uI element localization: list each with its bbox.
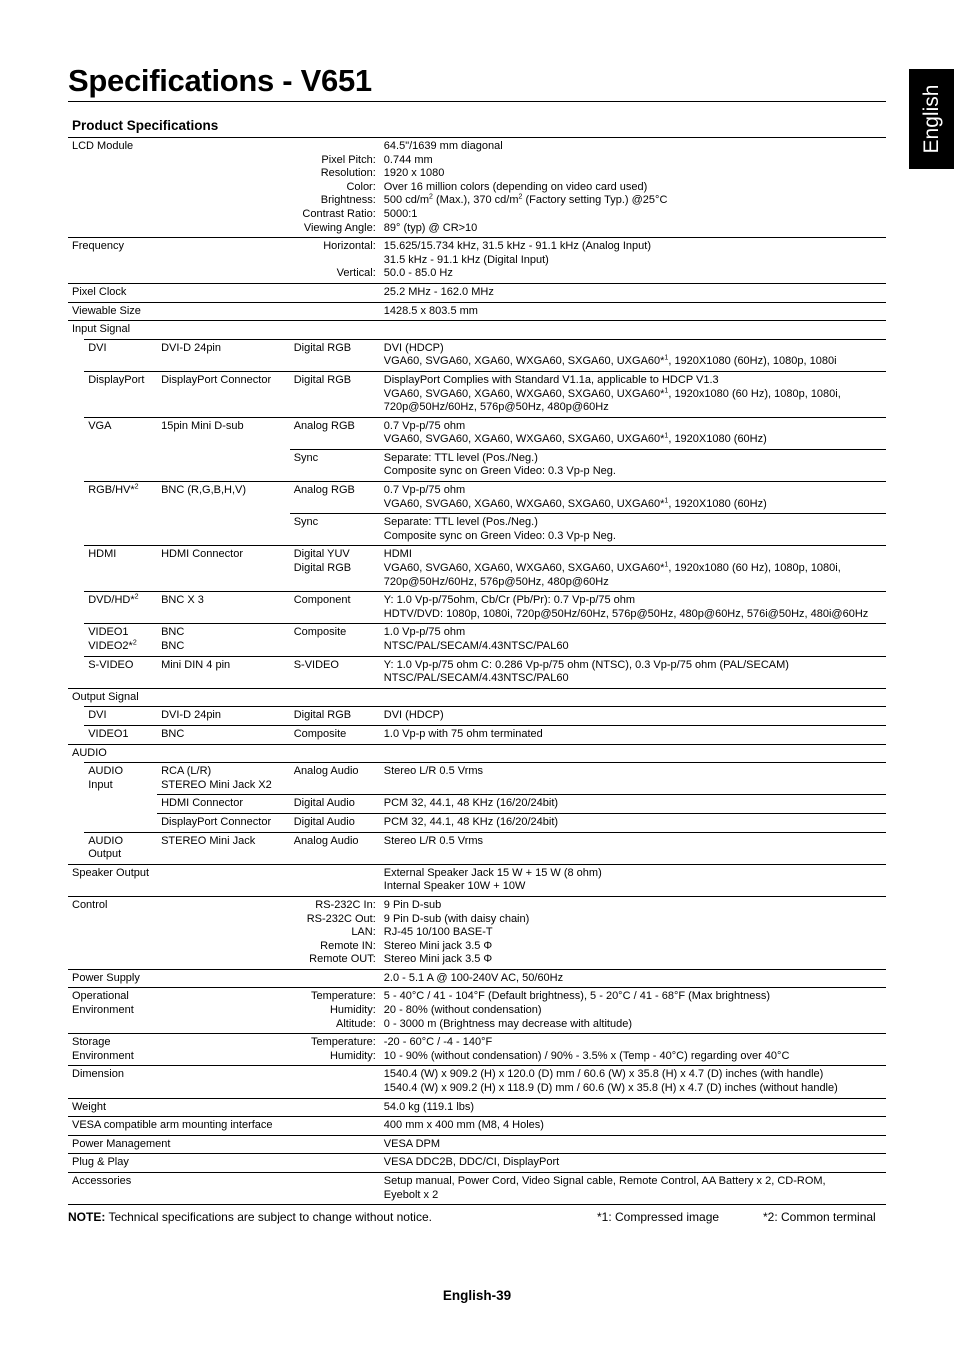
input-signal-row	[68, 514, 886, 546]
input-signal-row	[68, 592, 886, 624]
spec-label: Operational Environment	[68, 988, 157, 1034]
connector-cell	[157, 514, 290, 546]
spec-sub-labels: Temperature: Humidity: Altitude:	[157, 988, 380, 1034]
port-cell	[84, 813, 157, 832]
spec-value: 1428.5 x 803.5 mm	[380, 302, 886, 321]
spec-value: 54.0 kg (119.1 lbs)	[380, 1098, 886, 1117]
spec-value: 5 - 40°C / 41 - 104°F (Default brightness), 5 - 20°C / 41 - 68°F (Max brightness) 20 - 80% (without condensation) 0 - 3000 m (Brightness may decrease with altitude)	[380, 988, 886, 1034]
signal-value-cell: 1.0 Vp-p/75 ohm NTSC/PAL/SECAM/4.43NTSC/PAL60	[380, 624, 886, 656]
signal-type-cell: Analog Audio	[290, 832, 380, 864]
spec-value: 15.625/15.734 kHz, 31.5 kHz - 91.1 kHz (Analog Input) 31.5 kHz - 91.1 kHz (Digital Input) 50.0 - 85.0 Hz	[380, 238, 886, 284]
indent-cell	[68, 707, 84, 726]
output-signal-row	[68, 725, 886, 744]
spec-value: 400 mm x 400 mm (M8, 4 Holes)	[380, 1117, 886, 1136]
input-signal-row	[68, 417, 886, 449]
port-cell: RGB/HV*$^2$	[84, 482, 157, 514]
footnote-compressed: *1: Compressed image	[597, 1210, 720, 1224]
spec-row-power-supply	[68, 969, 886, 988]
indent-cell	[68, 546, 84, 592]
port-cell: VIDEO1 VIDEO2*$^2$	[84, 624, 157, 656]
spec-group-label: Output Signal	[68, 688, 380, 707]
port-cell	[84, 795, 157, 814]
signal-value-cell: PCM 32, 44.1, 48 KHz (16/20/24bit)	[380, 795, 886, 814]
port-cell: DVI	[84, 707, 157, 726]
indent-cell	[68, 339, 84, 371]
signal-value-cell: Stereo L/R 0.5 Vrms	[380, 763, 886, 795]
spec-label: Power Supply	[68, 969, 380, 988]
indent-cell	[68, 725, 84, 744]
connector-cell: HDMI Connector	[157, 795, 290, 814]
spec-value: Setup manual, Power Cord, Video Signal cable, Remote Control, AA Battery x 2, CD-ROM, Eyebolt x 2	[380, 1173, 886, 1205]
spec-group-label: Input Signal	[68, 321, 380, 340]
port-cell: VIDEO1	[84, 725, 157, 744]
spec-label: Storage Environment	[68, 1034, 157, 1066]
indent-cell	[68, 624, 84, 656]
spec-value: VESA DDC2B, DDC/CI, DisplayPort	[380, 1154, 886, 1173]
connector-cell: STEREO Mini Jack	[157, 832, 290, 864]
signal-value-cell: HDMI VGA60, SVGA60, XGA60, WXGA60, SXGA60, UXGA60*$^1$, 1920x1080 (60 Hz), 1080p, 1080i, 720p@50Hz/60Hz, 576p@50Hz, 480p@60Hz	[380, 546, 886, 592]
signal-value-cell: DVI (HDCP) VGA60, SVGA60, XGA60, WXGA60, SXGA60, UXGA60*$^1$, 1920X1080 (60Hz), 1080p, 1080i	[380, 339, 886, 371]
connector-cell: RCA (L/R) STEREO Mini Jack X2	[157, 763, 290, 795]
signal-type-cell: Composite	[290, 725, 380, 744]
signal-type-cell: Digital YUV Digital RGB	[290, 546, 380, 592]
audio-row	[68, 832, 886, 864]
signal-value-cell: Y: 1.0 Vp-p/75ohm, Cb/Cr (Pb/Pr): 0.7 Vp-p/75 ohm HDTV/DVD: 1080p, 1080i, 720p@50Hz/60Hz, 576p@50Hz, 480p@60Hz, 576i@50Hz, 480i@60Hz	[380, 592, 886, 624]
connector-cell: BNC	[157, 725, 290, 744]
signal-value-cell: Separate: TTL level (Pos./Neg.) Composite sync on Green Video: 0.3 Vp-p Neg.	[380, 514, 886, 546]
spec-label: Dimension	[68, 1066, 380, 1098]
connector-cell: HDMI Connector	[157, 546, 290, 592]
signal-type-cell: Digital RGB	[290, 707, 380, 726]
spec-row-lcd-module	[68, 138, 886, 238]
port-cell	[84, 514, 157, 546]
port-cell: S-VIDEO	[84, 656, 157, 688]
signal-type-cell: Digital RGB	[290, 371, 380, 417]
signal-type-cell: Analog RGB	[290, 482, 380, 514]
connector-cell: 15pin Mini D-sub	[157, 417, 290, 449]
spec-row-plug-play	[68, 1154, 886, 1173]
signal-value-cell: 0.7 Vp-p/75 ohm VGA60, SVGA60, XGA60, WXGA60, SXGA60, UXGA60*$^1$, 1920X1080 (60Hz)	[380, 417, 886, 449]
indent-cell	[68, 449, 84, 481]
indent-cell	[68, 514, 84, 546]
language-tab-label: English	[919, 84, 943, 154]
port-cell: DisplayPort	[84, 371, 157, 417]
spec-row-output-signal	[68, 688, 886, 707]
input-signal-row	[68, 624, 886, 656]
port-cell	[84, 449, 157, 481]
connector-cell: DisplayPort Connector	[157, 371, 290, 417]
spec-label: Plug & Play	[68, 1154, 380, 1173]
signal-type-cell: Analog RGB	[290, 417, 380, 449]
spec-row-control	[68, 896, 886, 969]
spec-row-frequency	[68, 238, 886, 284]
title-divider	[68, 101, 886, 102]
spec-row-audio	[68, 744, 886, 763]
connector-cell: DVI-D 24pin	[157, 707, 290, 726]
spec-value	[380, 321, 886, 340]
spec-value: 2.0 - 5.1 A @ 100-240V AC, 50/60Hz	[380, 969, 886, 988]
input-signal-row	[68, 449, 886, 481]
signal-value-cell: PCM 32, 44.1, 48 KHz (16/20/24bit)	[380, 813, 886, 832]
spec-value	[380, 688, 886, 707]
spec-label: Pixel Clock	[68, 283, 380, 302]
indent-cell	[68, 763, 84, 795]
input-signal-row	[68, 371, 886, 417]
connector-cell: Mini DIN 4 pin	[157, 656, 290, 688]
spec-sub-labels: Horizontal: Vertical:	[157, 238, 380, 284]
input-signal-row	[68, 339, 886, 371]
signal-type-cell: Component	[290, 592, 380, 624]
indent-cell	[68, 795, 84, 814]
signal-type-cell: Analog Audio	[290, 763, 380, 795]
spec-row-accessories	[68, 1173, 886, 1205]
signal-type-cell: Digital Audio	[290, 813, 380, 832]
audio-row	[68, 763, 886, 795]
spec-label: Weight	[68, 1098, 380, 1117]
port-cell: DVI	[84, 339, 157, 371]
spec-value: 25.2 MHz - 162.0 MHz	[380, 283, 886, 302]
connector-cell: DisplayPort Connector	[157, 813, 290, 832]
spec-label: Viewable Size	[68, 302, 380, 321]
signal-type-cell: Sync	[290, 449, 380, 481]
indent-cell	[68, 832, 84, 864]
spec-value: -20 - 60°C / -4 - 140°F 10 - 90% (without condensation) / 90% - 3.5% x (Temp - 40°C) regarding over 40°C	[380, 1034, 886, 1066]
input-signal-row	[68, 482, 886, 514]
connector-cell	[157, 449, 290, 481]
signal-value-cell: DisplayPort Complies with Standard V1.1a, applicable to HDCP V1.3 VGA60, SVGA60, XGA60, WXGA60, SXGA60, UXGA60*$^1$, 1920x1080 (60 Hz), 1080p, 1080i, 720p@50Hz/60Hz, 576p@50Hz, 480p@60Hz	[380, 371, 886, 417]
spec-sub-labels: RS-232C In: RS-232C Out: LAN: Remote IN: Remote OUT:	[157, 896, 380, 969]
spec-row-input-signal	[68, 321, 886, 340]
indent-cell	[68, 592, 84, 624]
input-signal-row	[68, 656, 886, 688]
page-title: Specifications - V651	[68, 63, 372, 98]
spec-value: External Speaker Jack 15 W + 15 W (8 ohm) Internal Speaker 10W + 10W	[380, 864, 886, 896]
audio-row	[68, 813, 886, 832]
spec-sub-labels: Pixel Pitch: Resolution: Color: Brightness: Contrast Ratio: Viewing Angle:	[157, 138, 380, 238]
spec-row-pixel-clock	[68, 283, 886, 302]
connector-cell: BNC X 3	[157, 592, 290, 624]
signal-type-cell: S-VIDEO	[290, 656, 380, 688]
spec-label: Speaker Output	[68, 864, 380, 896]
output-signal-row	[68, 707, 886, 726]
indent-cell	[68, 813, 84, 832]
spec-row-power-management	[68, 1135, 886, 1154]
connector-cell: BNC (R,G,B,H,V)	[157, 482, 290, 514]
spec-label: Frequency	[68, 238, 157, 284]
spec-sub-labels: Temperature: Humidity:	[157, 1034, 380, 1066]
port-cell: HDMI	[84, 546, 157, 592]
language-tab	[909, 69, 954, 169]
spec-label: Accessories	[68, 1173, 380, 1205]
signal-value-cell: 0.7 Vp-p/75 ohm VGA60, SVGA60, XGA60, WXGA60, SXGA60, UXGA60*$^1$, 1920X1080 (60Hz)	[380, 482, 886, 514]
section-title: Product Specifications	[72, 118, 219, 133]
indent-cell	[68, 417, 84, 449]
spec-group-label: AUDIO	[68, 744, 380, 763]
spec-row-storage-environment	[68, 1034, 886, 1066]
audio-row	[68, 795, 886, 814]
note: NOTE: Technical specifications are subject to change without notice.	[68, 1210, 432, 1224]
signal-type-cell: Composite	[290, 624, 380, 656]
spec-row-speaker-output	[68, 864, 886, 896]
spec-value: 64.5"/1639 mm diagonal 0.744 mm 1920 x 1080 Over 16 million colors (depending on video card used) 500 $cd/m^2$ (Max.), 370 $cd/m^2$ (Factory setting Typ.) @25°C 5000:1 89° (typ) @ CR>10	[380, 138, 886, 238]
footnote-common-terminal: *2: Common terminal	[763, 1210, 876, 1224]
signal-value-cell: 1.0 Vp-p with 75 ohm terminated	[380, 725, 886, 744]
spec-row-vesa	[68, 1117, 886, 1136]
signal-type-cell: Sync	[290, 514, 380, 546]
spec-value: VESA DPM	[380, 1135, 886, 1154]
spec-row-weight	[68, 1098, 886, 1117]
connector-cell: DVI-D 24pin	[157, 339, 290, 371]
indent-cell	[68, 482, 84, 514]
spec-label: Control	[68, 896, 157, 969]
port-cell: AUDIO Input	[84, 763, 157, 795]
port-cell: VGA	[84, 417, 157, 449]
port-cell: DVD/HD*$^2$	[84, 592, 157, 624]
spec-row-viewable-size	[68, 302, 886, 321]
input-signal-row	[68, 546, 886, 592]
spec-value: 9 Pin D-sub 9 Pin D-sub (with daisy chain) RJ-45 10/100 BASE-T Stereo Mini jack 3.5 Φ Stereo Mini jack 3.5 Φ	[380, 896, 886, 969]
spec-label: LCD Module	[68, 138, 157, 238]
indent-cell	[68, 656, 84, 688]
indent-cell	[68, 371, 84, 417]
port-cell: AUDIO Output	[84, 832, 157, 864]
signal-value-cell: DVI (HDCP)	[380, 707, 886, 726]
spec-value: 1540.4 (W) x 909.2 (H) x 120.0 (D) mm / 60.6 (W) x 35.8 (H) x 4.7 (D) inches (with handle) 1540.4 (W) x 909.2 (H) x 118.9 (D) mm / 60.6 (W) x 35.8 (H) x 4.7 (D) inches (without handle)	[380, 1066, 886, 1098]
signal-type-cell: Digital RGB	[290, 339, 380, 371]
spec-value	[380, 744, 886, 763]
signal-value-cell: Stereo L/R 0.5 Vrms	[380, 832, 886, 864]
spec-row-dimension	[68, 1066, 886, 1098]
connector-cell: BNC BNC	[157, 624, 290, 656]
signal-value-cell: Y: 1.0 Vp-p/75 ohm C: 0.286 Vp-p/75 ohm (NTSC), 0.3 Vp-p/75 ohm (PAL/SECAM) NTSC/PAL/SECAM/4.43NTSC/PAL60	[380, 656, 886, 688]
spec-label: Power Management	[68, 1135, 380, 1154]
signal-type-cell: Digital Audio	[290, 795, 380, 814]
spec-label: VESA compatible arm mounting interface	[68, 1117, 380, 1136]
spec-table	[68, 137, 886, 1205]
signal-value-cell: Separate: TTL level (Pos./Neg.) Composite sync on Green Video: 0.3 Vp-p Neg.	[380, 449, 886, 481]
spec-row-operational-environment	[68, 988, 886, 1034]
page-number: English-39	[442, 1288, 512, 1303]
